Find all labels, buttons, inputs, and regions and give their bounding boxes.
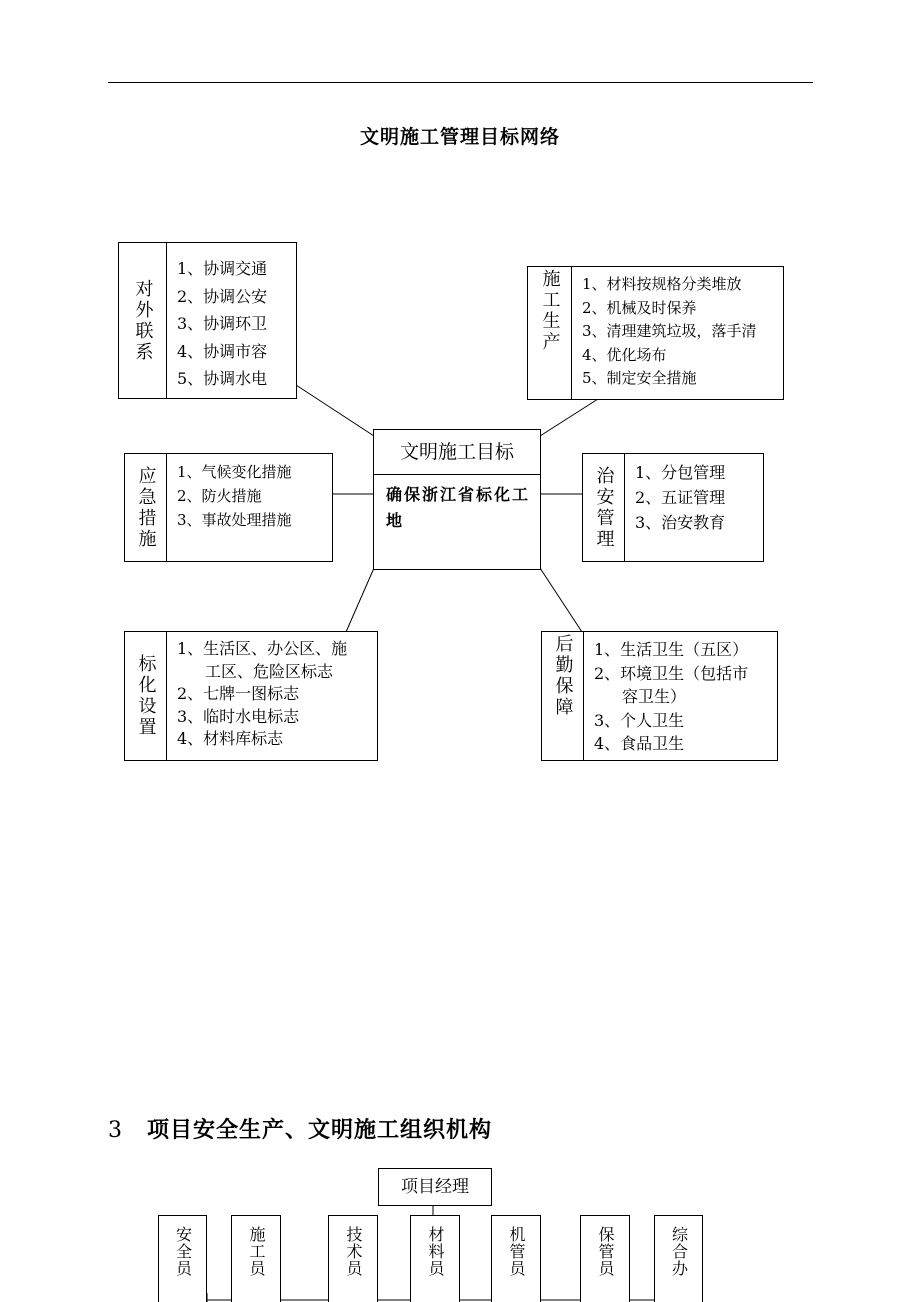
center-goal-box <box>373 429 541 570</box>
box-emergency <box>124 453 333 562</box>
list-item: 2、五证管理 <box>635 488 726 507</box>
list-item: 2、防火措施 <box>177 487 262 505</box>
org-member-storekeeper: 保管员 <box>580 1215 630 1302</box>
list-item: 3、临时水电标志 <box>177 706 300 726</box>
list-item: 1、气候变化措施 <box>177 463 292 481</box>
box-external <box>118 242 297 399</box>
category-label: 后勤保障 <box>542 632 584 760</box>
box-logistics <box>541 631 778 761</box>
item-list <box>584 632 777 760</box>
list-item: 4、材料库标志 <box>177 729 284 748</box>
category-label: 施工生产 <box>528 267 572 399</box>
list-item: 1、协调交通 <box>177 259 268 278</box>
item-list <box>572 267 783 399</box>
connector-production <box>540 399 598 436</box>
list-item: 2、七牌一图标志 <box>177 684 300 703</box>
org-member-technical: 技术员 <box>328 1215 378 1302</box>
org-member-safety: 安全员 <box>158 1215 207 1302</box>
list-item: 1、生活卫生（五区） <box>594 640 749 659</box>
box-security <box>582 453 764 562</box>
org-member-construction: 施工员 <box>231 1215 281 1302</box>
list-item: 3、清理建筑垃圾，落手清 <box>582 322 757 340</box>
center-goal-text: 确保浙江省标化工地 <box>386 485 531 530</box>
box-signage <box>124 631 378 761</box>
list-item: 3、个人卫生 <box>594 710 685 730</box>
list-item: 容卫生） <box>622 687 687 706</box>
box-production <box>527 266 784 400</box>
item-list <box>167 243 296 398</box>
connector-signage <box>346 568 374 632</box>
org-member-office: 综合办 <box>654 1215 703 1302</box>
item-list <box>625 454 763 561</box>
section-heading <box>108 1113 492 1144</box>
connector-logistics <box>540 568 582 632</box>
list-item: 5、制定安全措施 <box>582 369 697 387</box>
list-item: 4、协调市容 <box>177 341 268 361</box>
category-label: 对外联系 <box>119 243 167 398</box>
item-list <box>167 632 377 760</box>
connector-external <box>296 385 374 436</box>
list-item: 1、分包管理 <box>635 463 726 482</box>
org-member-material: 材料员 <box>410 1215 460 1302</box>
diagram-title: 文明施工管理目标网络 <box>359 126 560 148</box>
list-item: 2、环境卫生（包括市 <box>594 663 749 683</box>
org-manager-box: 项目经理 <box>378 1168 492 1206</box>
section-title: 项目安全生产、文明施工组织机构 <box>147 1117 493 1143</box>
list-item: 4、食品卫生 <box>594 734 685 753</box>
list-item: 工区、危险区标志 <box>205 661 334 681</box>
list-item: 1、材料按规格分类堆放 <box>582 275 742 293</box>
list-item: 5、协调水电 <box>177 369 268 388</box>
item-list <box>167 454 332 561</box>
category-label: 应急措施 <box>125 454 167 561</box>
list-item: 4、优化场布 <box>582 345 667 364</box>
category-label: 标化设置 <box>125 632 167 760</box>
org-member-machinery: 机管员 <box>491 1215 541 1302</box>
list-item: 3、事故处理措施 <box>177 511 292 529</box>
center-heading: 文明施工目标 <box>374 430 540 475</box>
list-item: 2、协调公安 <box>177 286 268 306</box>
section-number: 3 <box>108 1118 123 1143</box>
list-item: 3、治安教育 <box>635 513 726 532</box>
category-label: 治安管理 <box>583 454 625 561</box>
list-item: 3、协调环卫 <box>177 314 268 333</box>
list-item: 2、机械及时保养 <box>582 298 697 317</box>
list-item: 1、生活区、办公区、施 <box>177 639 348 658</box>
